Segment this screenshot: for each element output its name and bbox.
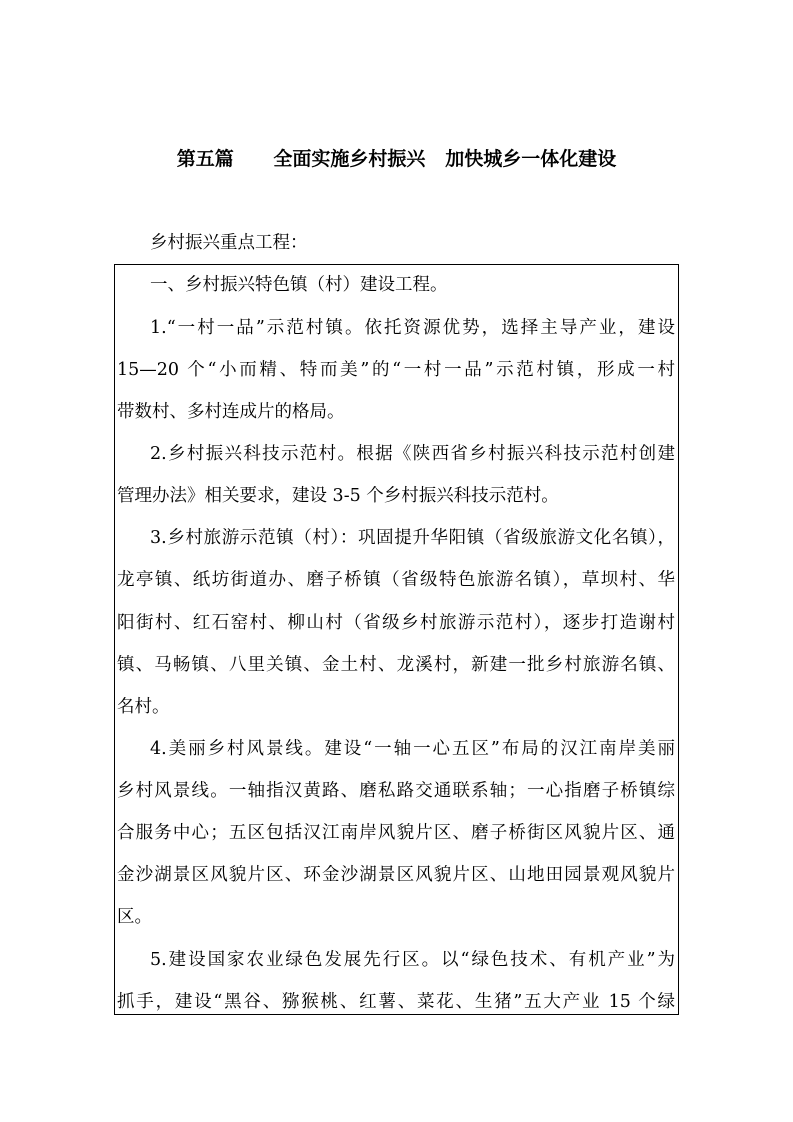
box-line [0,734,793,764]
box-line-text: 抓手，建设“黑谷、猕猴桃、红薯、菜花、生猪”五大产业 15 个绿 [117,992,675,1012]
box-line-text: 带数村、多村连成片的格局。 [117,402,345,422]
box-line-text: 2.乡村振兴科技示范村。根据《陕西省乡村振兴科技示范村创建 [150,444,675,464]
box-line-text: 龙亭镇、纸坊街道办、磨子桥镇（省级特色旅游名镇），草坝村、华 [117,570,675,590]
box-line-text: 3.乡村旅游示范镇（村）：巩固提升华阳镇（省级旅游文化名镇）， [150,528,675,548]
box-line-text: 区。 [117,907,152,927]
box-line-text: 15—20 个“小而精、特而美”的“一村一品”示范村镇，形成一村 [117,360,675,380]
box-line [0,270,793,300]
box-line-text: 一、乡村振兴特色镇（村）建设工程。 [150,275,448,295]
box-line-text: 乡村风景线。一轴指汉黄路、磨私路交通联系轴；一心指磨子桥镇综 [117,781,675,801]
box-line-text: 1.“一村一品”示范村镇。依托资源优势，选择主导产业，建设 [150,318,675,338]
box-line [0,987,793,1017]
chapter-heading: 第五篇 全面实施乡村振兴 加快城乡一体化建设 [176,148,617,170]
box-line-text: 合服务中心；五区包括汉江南岸风貌片区、磨子桥街区风貌片区、通 [117,823,675,843]
box-line [0,692,793,722]
box-line [0,355,793,385]
box-line-text: 5.建设国家农业绿色发展先行区。以“绿色技术、有机产业”为 [150,950,675,970]
box-line [0,776,793,806]
box-line-text: 阳街村、红石窑村、柳山村（省级乡村旅游示范村），逐步打造谢村 [117,613,675,633]
box-line [0,860,793,890]
box-line [0,608,793,638]
box-line [0,565,793,595]
box-line [0,945,793,975]
box-line [0,397,793,427]
box-line-text: 名村。 [117,697,170,717]
box-line [0,650,793,680]
box-line [0,439,793,469]
box-line-text: 4.美丽乡村风景线。建设“一轴一心五区”布局的汉江南岸美丽 [150,739,675,759]
box-line [0,481,793,511]
box-line [0,818,793,848]
box-line-text: 管理办法》相关要求，建设 3-5 个乡村振兴科技示范村。 [117,486,559,506]
section-intro: 乡村振兴重点工程： [150,233,308,253]
box-line-text: 镇、马畅镇、八里关镇、金土村、龙溪村，新建一批乡村旅游名镇、 [117,655,675,675]
box-line-text: 金沙湖景区风貌片区、环金沙湖景区风貌片区、山地田园景观风貌片 [117,865,675,885]
box-line [0,523,793,553]
box-line [0,902,793,932]
box-line [0,313,793,343]
